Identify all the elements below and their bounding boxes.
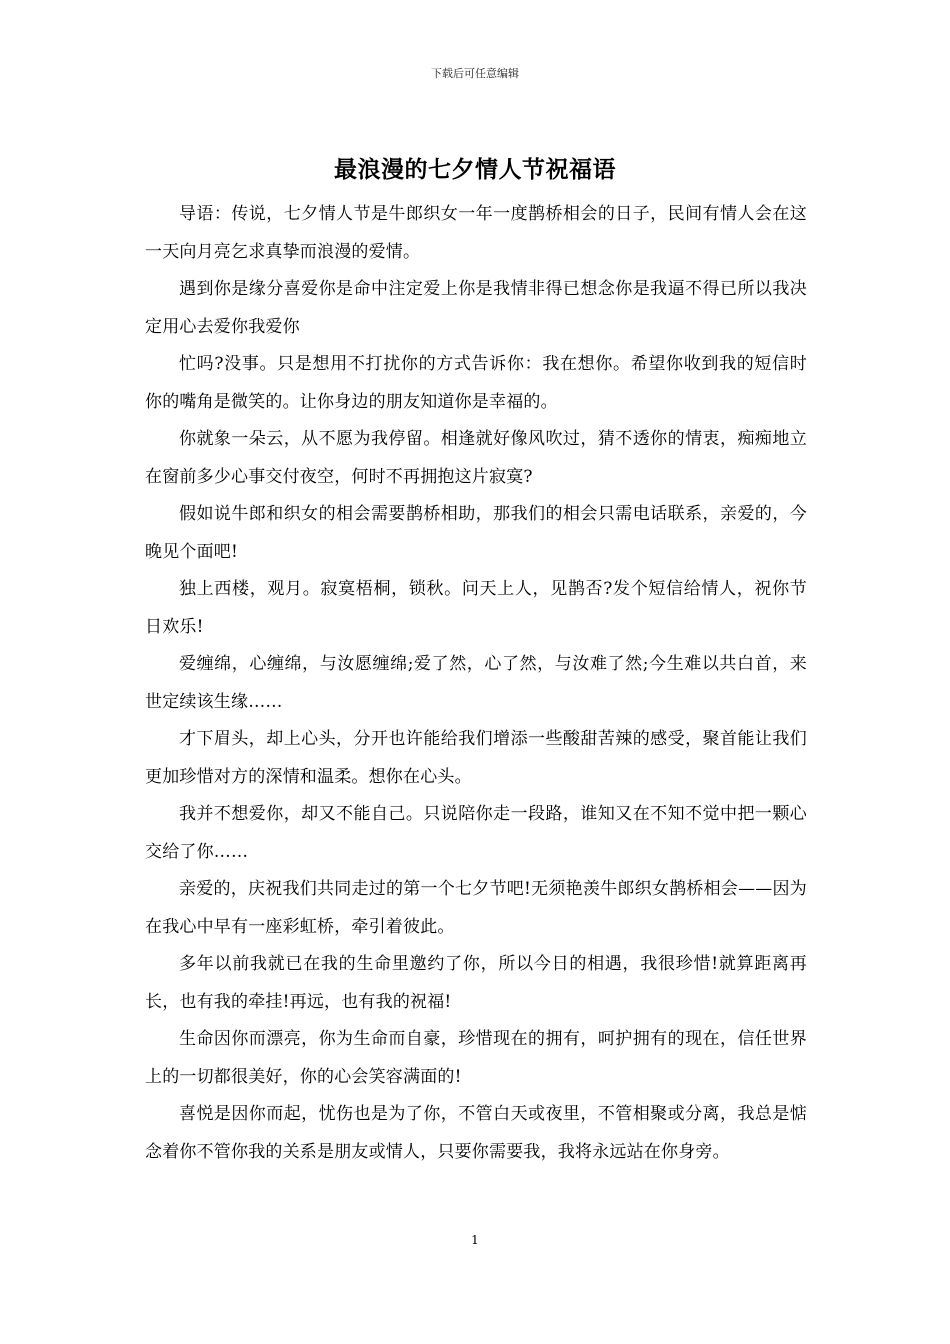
paragraph: 遇到你是缘分喜爱你是命中注定爱上你是我情非得已想念你是我逼不得已所以我决定用心去爱你我爱你 (145, 279, 807, 337)
paragraph: 多年以前我就已在我的生命里邀约了你，所以今日的相遇，我很珍惜!就算距离再长，也有我的牵挂!再远，也有我的祝福! (145, 954, 807, 1012)
page-number: 1 (471, 1233, 479, 1247)
paragraph: 生命因你而漂亮，你为生命而自豪，珍惜现在的拥有，呵护拥有的现在，信任世界上的一切都很美好，你的心会笑容满面的! (145, 1029, 807, 1087)
paragraph: 爱缠绵，心缠绵，与汝愿缠绵;爱了然，心了然，与汝难了然;今生难以共白首，来世定续该生缘…… (145, 654, 807, 712)
paragraph: 假如说牛郎和织女的相会需要鹊桥相助，那我们的相会只需电话联系，亲爱的，今晚见个面吧! (145, 504, 807, 562)
page-header: 下载后可任意编辑 (431, 67, 519, 80)
paragraph: 你就象一朵云，从不愿为我停留。相逢就好像风吹过，猜不透你的情衷，痴痴地立在窗前多少心事交付夜空，何时不再拥抱这片寂寞? (145, 429, 807, 487)
paragraph: 我并不想爱你，却又不能自己。只说陪你走一段路，谁知又在不知不觉中把一颗心交给了你…… (145, 804, 807, 862)
paragraph: 才下眉头，却上心头，分开也许能给我们增添一些酸甜苦辣的感受，聚首能让我们更加珍惜对方的深情和温柔。想你在心头。 (145, 729, 807, 787)
document-title: 最浪漫的七夕情人节祝福语 (334, 156, 616, 183)
paragraph: 亲爱的，庆祝我们共同走过的第一个七夕节吧!无须艳羡牛郎织女鹊桥相会——因为在我心中早有一座彩虹桥，牵引着彼此。 (145, 879, 807, 937)
paragraph-intro: 导语：传说，七夕情人节是牛郎织女一年一度鹊桥相会的日子，民间有情人会在这一天向月亮乞求真挚而浪漫的爱情。 (145, 204, 807, 262)
paragraph: 独上西楼，观月。寂寞梧桐，锁秋。问天上人，见鹊否?发个短信给情人，祝你节日欢乐! (145, 579, 807, 637)
paragraph: 喜悦是因你而起，忧伤也是为了你，不管白天或夜里，不管相聚或分离，我总是惦念着你不管你我的关系是朋友或情人，只要你需要我，我将永远站在你身旁。 (145, 1104, 807, 1162)
document-body (145, 196, 807, 1171)
paragraph: 忙吗?没事。只是想用不打扰你的方式告诉你：我在想你。希望你收到我的短信时你的嘴角是微笑的。让你身边的朋友知道你是幸福的。 (145, 354, 807, 412)
